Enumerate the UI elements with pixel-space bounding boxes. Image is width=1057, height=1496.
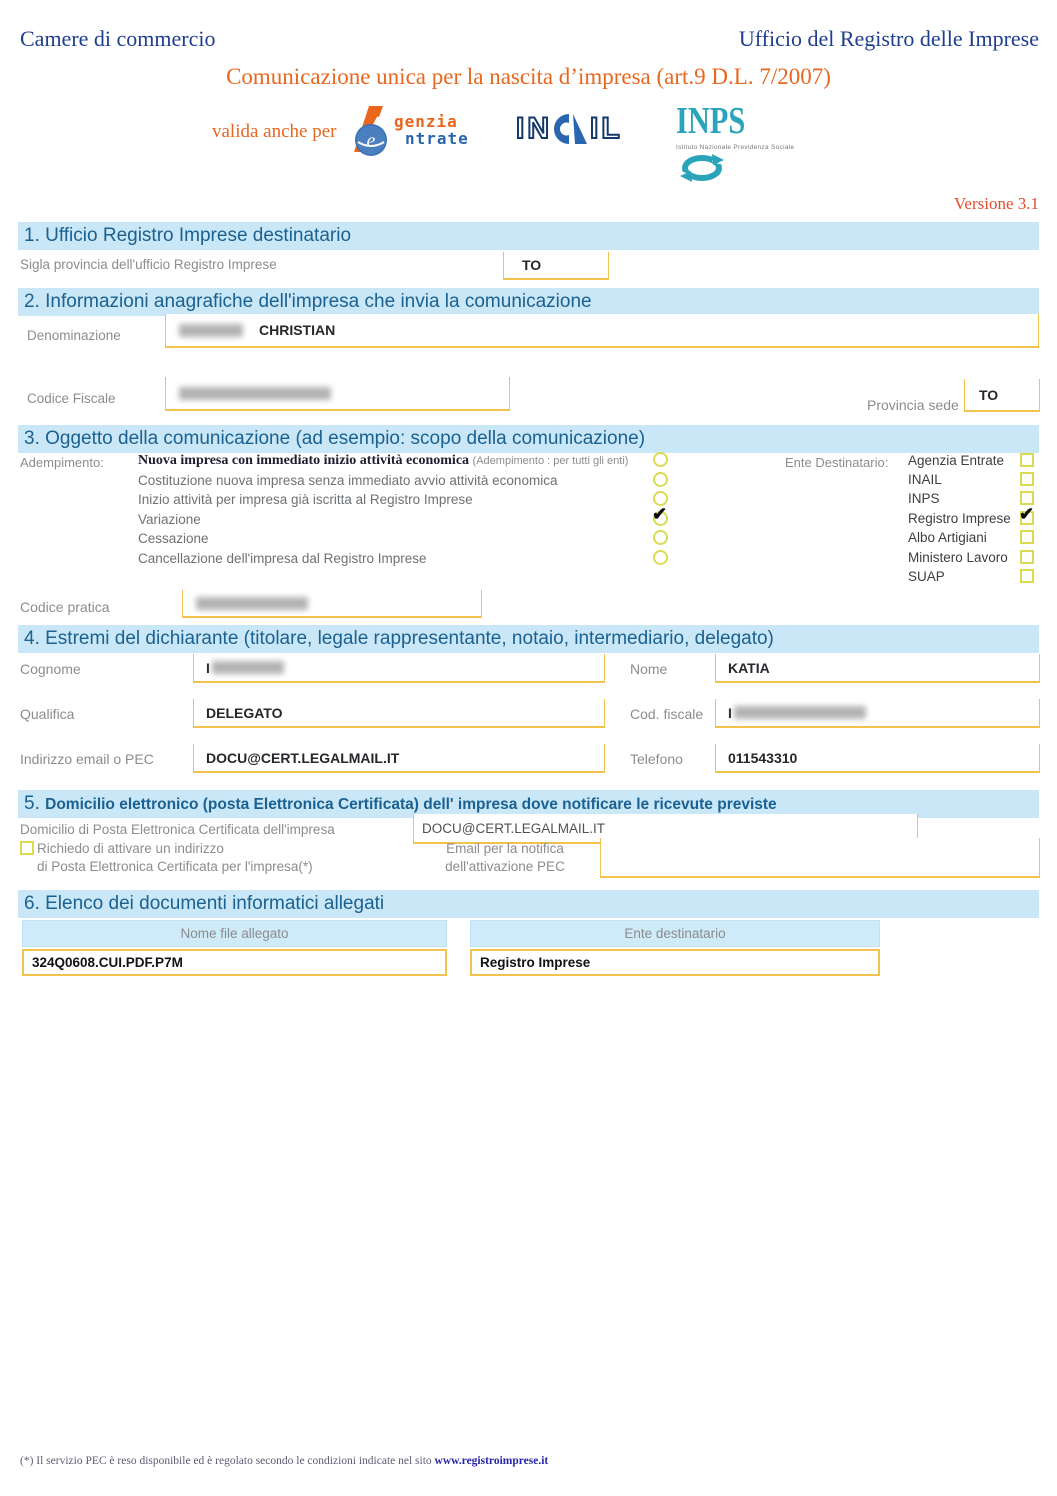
email-notifica-line2: dell'attivazione PEC <box>445 859 565 874</box>
ente-suap: SUAP <box>908 569 945 584</box>
section5-number: 5. <box>24 793 40 814</box>
version-label: Versione 3.1 <box>954 194 1039 213</box>
codice-pratica-label: Codice pratica <box>20 599 110 615</box>
agenzia-text-line1: genzia <box>394 112 458 131</box>
inail-a-icon <box>554 113 588 145</box>
email-notifica-line1: Email per la notifica <box>446 841 564 856</box>
header-right-title: Ufficio del Registro delle Imprese <box>738 26 1039 51</box>
section5-title: Domicilio elettronico (posta Elettronica Certificata) dell' impresa dove notificare le ricevute previste <box>45 796 777 813</box>
denominazione-value: CHRISTIAN <box>259 322 336 338</box>
agenzia-text-line2: ntrate <box>405 129 469 148</box>
inps-logo <box>676 102 846 187</box>
sigla-provincia-value: TO <box>522 257 542 273</box>
redacted-codice-pratica <box>196 597 308 610</box>
checkbox-ministero-lavoro[interactable] <box>1020 550 1034 564</box>
cod-fiscale-value: I <box>728 704 732 721</box>
ente-ministero-lavoro: Ministero Lavoro <box>908 550 1008 565</box>
redacted-codice-fiscale <box>179 387 331 400</box>
svg-text:e: e <box>366 130 376 152</box>
ente-destinatario-label: Ente Destinatario: <box>785 455 889 470</box>
codice-fiscale-label: Codice Fiscale <box>27 391 116 406</box>
section1-header: 1. Ufficio Registro Imprese destinatario <box>18 222 1039 250</box>
section6-header: 6. Elenco dei documenti informatici allegati <box>18 890 1039 918</box>
provincia-sede-value: TO <box>979 386 999 403</box>
qualifica-label: Qualifica <box>20 706 75 722</box>
agenzia-entrate-icon <box>348 104 396 160</box>
section4-header: 4. Estremi del dichiarante (titolare, legale rappresentante, notaio, intermediario, delegato) <box>18 625 1039 653</box>
nome-input[interactable] <box>715 654 1040 683</box>
cognome-input[interactable] <box>193 654 605 683</box>
denominazione-label: Denominazione <box>27 328 121 343</box>
qualifica-input[interactable] <box>193 699 605 728</box>
checkbox-suap[interactable] <box>1020 569 1034 583</box>
option-cessazione: Cessazione <box>138 531 209 546</box>
section3-header: 3. Oggetto della comunicazione (ad esempio: scopo della comunicazione) <box>18 425 1039 453</box>
radio-costituzione[interactable] <box>653 472 668 487</box>
checkbox-inail[interactable] <box>1020 472 1034 486</box>
telefono-label: Telefono <box>630 751 683 767</box>
cod-fiscale-label: Cod. fiscale <box>630 706 704 722</box>
provincia-sede-input[interactable] <box>964 379 1040 412</box>
column-header-nome-file: Nome file allegato <box>22 920 447 947</box>
redacted-denominazione <box>179 324 243 337</box>
ente-registro-imprese: Registro Imprese <box>908 511 1011 526</box>
attachment-file-cell[interactable]: 324Q0608.CUI.PDF.P7M <box>22 949 447 976</box>
nome-value: KATIA <box>728 659 770 676</box>
option-cancellazione: Cancellazione dell'impresa dal Registro Imprese <box>138 551 427 566</box>
sigla-provincia-label: Sigla provincia dell'ufficio Registro Imprese <box>20 257 277 272</box>
radio-cessazione[interactable] <box>653 530 668 545</box>
inps-caption: Istituto Nazionale Previdenza Sociale <box>676 144 795 151</box>
option-costituzione: Costituzione nuova impresa senza immediato avvio attività economica <box>138 473 558 488</box>
codice-fiscale-input[interactable] <box>165 377 510 411</box>
option-nuova-impresa-note: (Adempimento : per tutti gli enti) <box>472 455 629 467</box>
attachment-ente-cell[interactable]: Registro Imprese <box>470 949 880 976</box>
domicilio-pec-value: DOCU@CERT.LEGALMAIL.IT <box>422 820 605 836</box>
radio-variazione[interactable] <box>653 511 668 526</box>
option-inizio-attivita: Inizio attività per impresa già iscritta al Registro Imprese <box>138 492 473 507</box>
agenzia-entrate-logo <box>348 104 498 162</box>
inail-logo <box>516 112 623 146</box>
ente-inail: INAIL <box>908 472 942 487</box>
inail-text-left: IN <box>516 112 552 145</box>
inps-wordmark: INPS <box>676 100 746 142</box>
telefono-input[interactable] <box>715 744 1040 773</box>
valid-for-label: valida anche per <box>212 121 337 142</box>
radio-nuova-impresa[interactable] <box>653 452 668 467</box>
checkbox-agenzia-entrate[interactable] <box>1020 453 1034 467</box>
richiedo-pec-line2: di Posta Elettronica Certificata per l'impresa(*) <box>37 859 313 874</box>
page-title: Comunicazione unica per la nascita d’impresa (art.9 D.L. 7/2007) <box>226 64 831 89</box>
provincia-sede-label: Provincia sede <box>867 397 959 413</box>
email-pec-label: Indirizzo email o PEC <box>20 751 154 767</box>
ente-albo-artigiani: Albo Artigiani <box>908 530 987 545</box>
inail-text-right: IL <box>590 112 623 145</box>
redacted-cognome <box>212 661 284 674</box>
telefono-value: 011543310 <box>728 749 798 766</box>
codice-pratica-input[interactable] <box>182 590 482 618</box>
header-left-title: Camere di commercio <box>20 26 216 51</box>
option-variazione: Variazione <box>138 512 201 527</box>
ente-inps: INPS <box>908 491 940 506</box>
footer-link[interactable]: www.registroimprese.it <box>434 1455 549 1467</box>
ente-agenzia-entrate: Agenzia Entrate <box>908 453 1005 468</box>
option-nuova-impresa: Nuova impresa con immediato inizio attività economica (Adempimento : per tutti gli enti) <box>138 453 629 468</box>
footer-text: (*) Il servizio PEC è reso disponibile ed è regolato secondo le condizioni indicate nel sito <box>20 1455 435 1467</box>
checkbox-albo-artigiani[interactable] <box>1020 530 1034 544</box>
section2-header: 2. Informazioni anagrafiche dell'impresa che invia la comunicazione <box>18 288 1039 316</box>
denominazione-input[interactable] <box>165 314 1039 348</box>
checkbox-richiedo-pec[interactable] <box>20 841 34 855</box>
redacted-cod-fiscale <box>734 706 866 719</box>
inps-swirl-icon <box>680 154 724 182</box>
email-pec-input[interactable] <box>193 744 605 773</box>
email-notifica-input[interactable] <box>600 838 1040 878</box>
domicilio-pec-label: Domicilio di Posta Elettronica Certificata dell'impresa <box>20 822 335 837</box>
radio-cancellazione[interactable] <box>653 550 668 565</box>
footer-note <box>20 1455 548 1467</box>
column-header-ente-destinatario: Ente destinatario <box>470 920 880 947</box>
checkbox-registro-imprese[interactable] <box>1020 511 1034 525</box>
nome-label: Nome <box>630 661 668 677</box>
qualifica-value: DELEGATO <box>206 704 283 721</box>
sigla-provincia-input[interactable] <box>503 252 609 280</box>
email-pec-value: DOCU@CERT.LEGALMAIL.IT <box>206 749 400 766</box>
cognome-value: I <box>206 659 210 676</box>
cod-fiscale-input[interactable] <box>715 699 1040 728</box>
richiedo-pec-line1: Richiedo di attivare un indirizzo <box>37 841 224 856</box>
cognome-label: Cognome <box>20 661 81 677</box>
adempimento-label: Adempimento: <box>20 455 104 470</box>
checkbox-inps[interactable] <box>1020 491 1034 505</box>
